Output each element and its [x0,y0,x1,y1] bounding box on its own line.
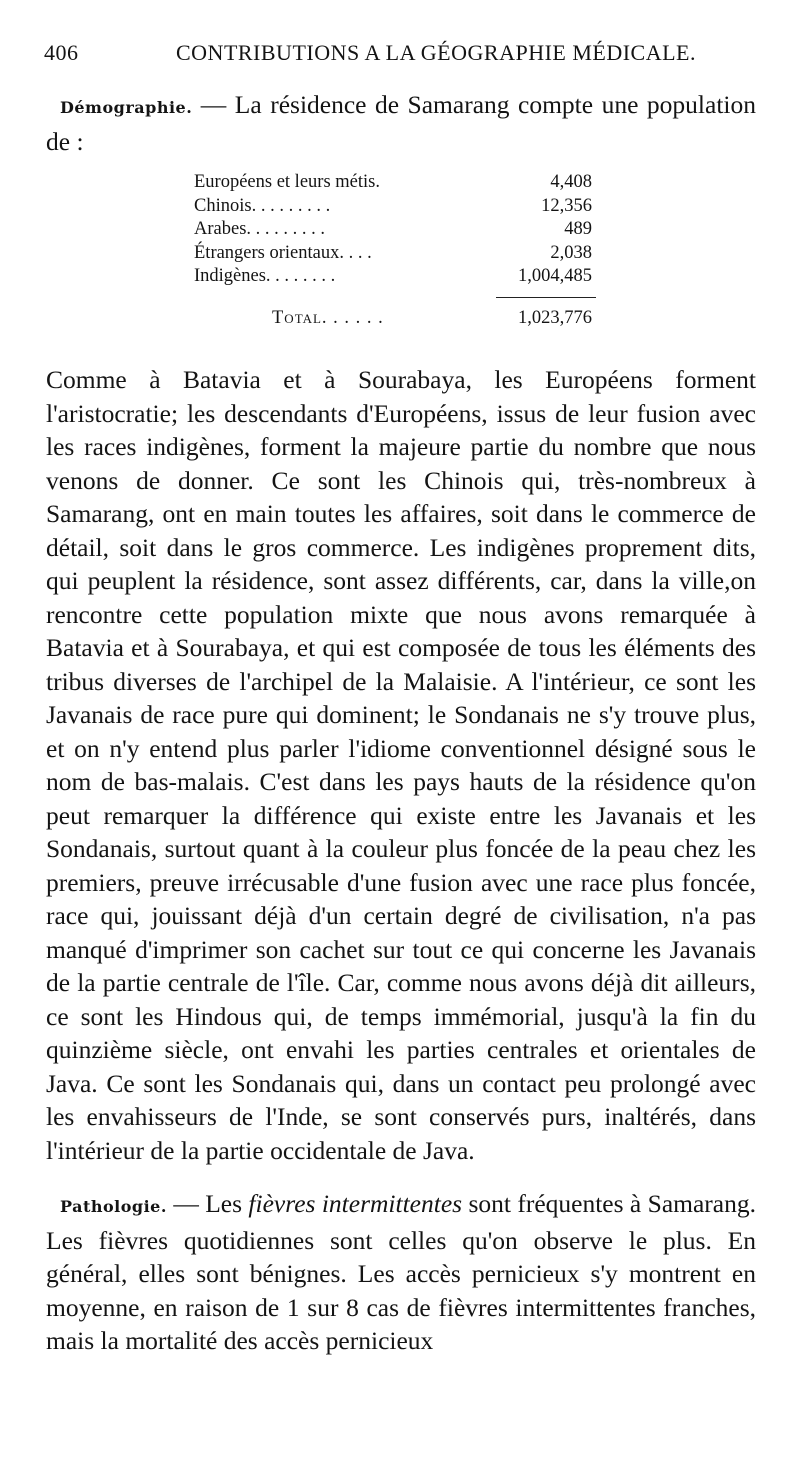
table-row [194,243,606,267]
demography-keyword: Démographie. [60,98,193,117]
population-table [194,172,606,328]
pathology-rest: sont fréquentes à Samarang. Les fièvres quotidiennes sont celles qu'on observe le plus. En général, elles sont bénignes. Les accès pernicieux s'y montrent en moyenne, en raison de 1 sur 8 cas de fièvres intermittentes franches, mais la mortalité des accès pernicieux [46,1189,756,1355]
row-value: 4,408 [550,172,592,192]
table-row [194,196,606,220]
total-label: Total. . . . . . [272,308,384,328]
pathology-lead: — Les [166,1189,249,1218]
row-label: Chinois. . . . . . . . . [194,195,331,216]
row-label: Étrangers orientaux. . . . [194,242,372,263]
row-value: 489 [564,219,592,239]
pathology-emphasis: fièvres intermittentes [248,1189,463,1218]
row-label: Indigènes. . . . . . . . [194,266,336,286]
row-label: Arabes. . . . . . . . . [194,219,326,239]
total-rule [496,297,596,298]
pathology-paragraph [46,1187,756,1358]
total-value: 1,023,776 [518,308,592,328]
row-value: 2,038 [550,242,592,263]
table-row [194,219,606,243]
table-row [194,266,606,290]
row-label: Européens et leurs métis. [194,172,380,192]
page-number: 406 [44,40,79,65]
pathology-keyword: Pathologie. [60,1197,167,1216]
demography-paragraph [46,88,756,158]
page-header [44,40,756,74]
table-row [194,172,606,196]
body-paragraph: Comme à Batavia et à Sourabaya, les Européens forment l'aristocratie; les descendants d'Européens, issus de leur fusion avec les races indigènes, forment la majeure partie du nombre que nous venons de donner. Ce sont les Chinois qui, très-nombreux à Samarang, ont en main toutes les affaires, soit dans le commerce de détail, soit dans le gros commerce. Les indigènes proprement dits, qui peuplent la résidence, sont assez différents, car, dans la ville,on rencontre cette population mixte que nous avons remarquée à Batavia et à Sourabaya, et qui est composée de tous les éléments des tribus diverses de l'archipel de la Malaisie. A l'intérieur, ce sont les Javanais de race pure qui dominent; le Sondanais ne s'y trouve plus, et on n'y entend plus parler l'idiome conventionnel désigné sous le nom de bas-malais. C'est dans les pays hauts de la résidence qu'on peut remarquer la différence qui existe entre les Javanais et les Sondanais, surtout quant à la couleur plus foncée de la peau chez les premiers, preuve irrécusable d'une fusion avec une race plus foncée, race qui, jouissant déjà d'un certain degré de civilisation, n'a pas manqué d'imprimer son cachet sur tout ce qui concerne les Javanais de la partie centrale de l'île. Car, comme nous avons déjà dit ailleurs, ce sont les Hindous qui, de temps immémorial, jusqu'à la fin du quinzième siècle, ont envahi les parties centrales et orientales de Java. Ce sont les Sondanais qui, dans un contact peu prolongé avec les envahisseurs de l'Inde, se sont conservés purs, inaltérés, dans l'intérieur de la partie occidentale de Java. [46,365,756,1165]
row-value: 1,004,485 [518,266,592,286]
demography-intro: — La résidence de Samarang compte une population de : [46,90,756,156]
row-value: 12,356 [541,195,592,216]
total-row [194,308,606,332]
running-title: CONTRIBUTIONS A LA GÉOGRAPHIE MÉDICALE. [176,40,696,65]
